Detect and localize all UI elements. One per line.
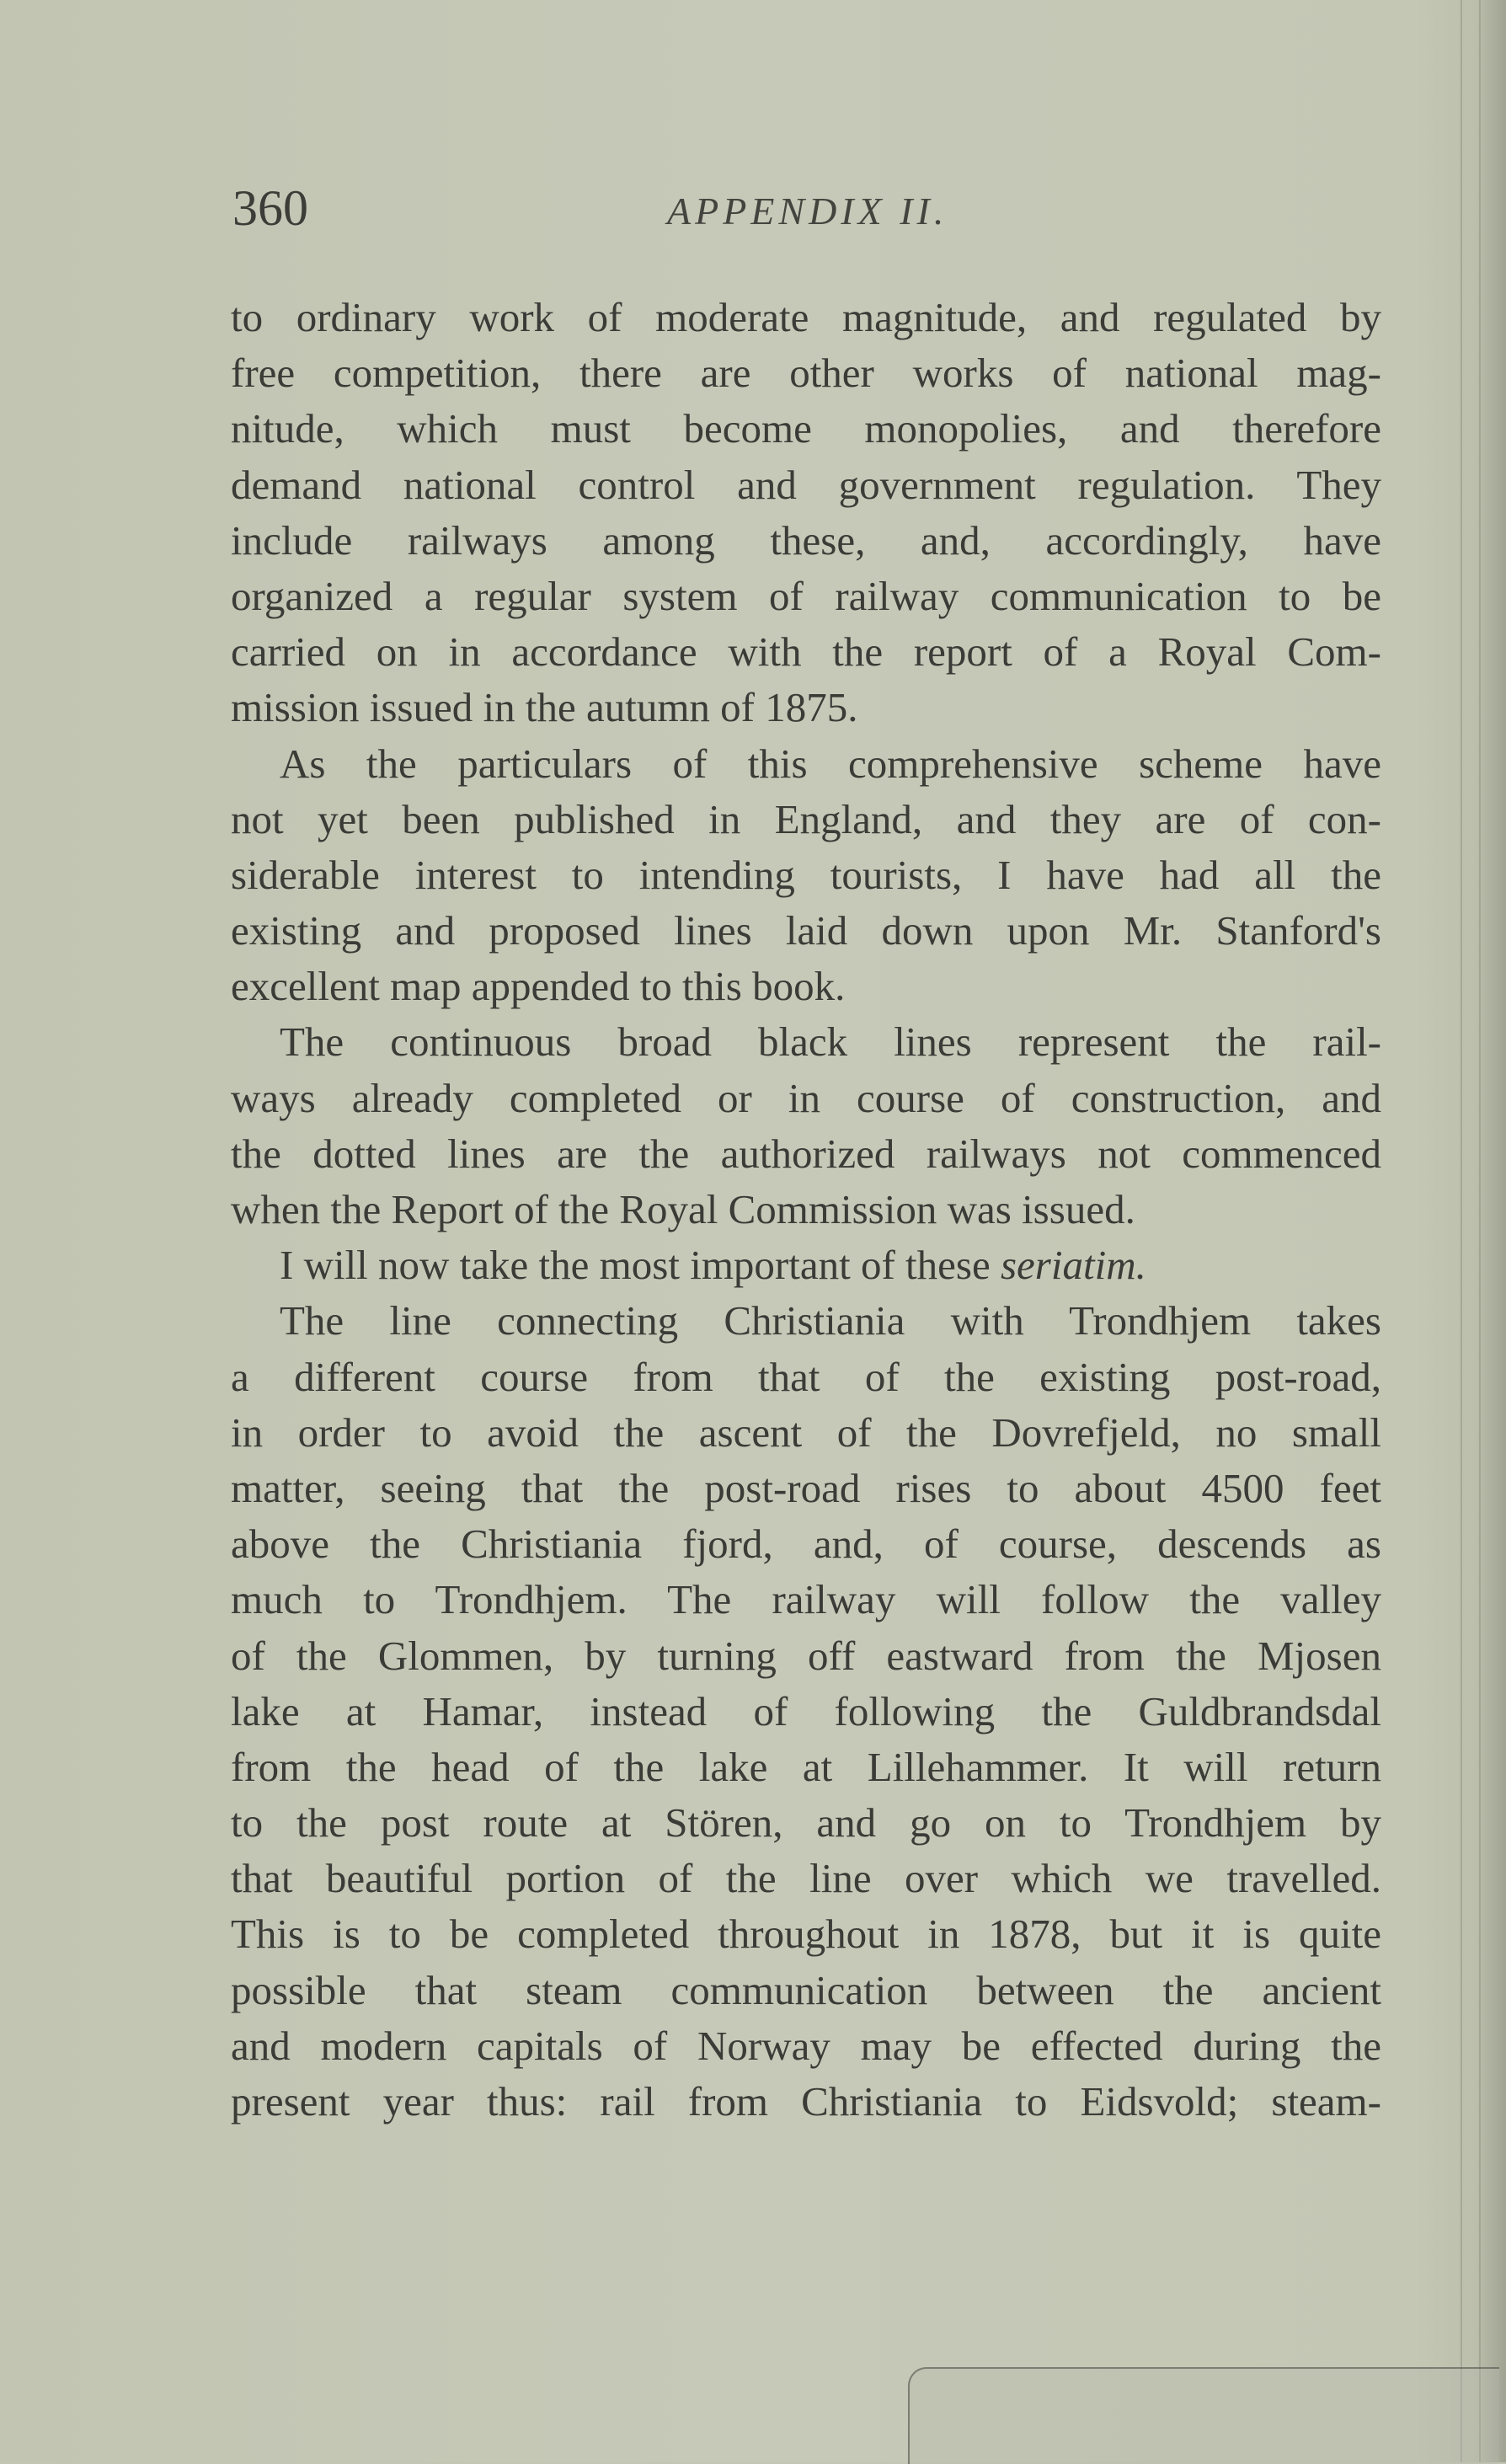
text-line: when the Report of the Royal Commission was issued. — [231, 1186, 1135, 1232]
text-line: carried on in accordance with the report of a Royal Com- — [231, 628, 1381, 676]
text-line: organized a regular system of railway communication to be — [231, 572, 1381, 619]
text-line: not yet been published in England, and they are of con- — [231, 795, 1381, 842]
text-line: possible that steam communication between the ancient — [231, 1966, 1381, 2013]
paragraph — [231, 1014, 1381, 1237]
text-line: to the post route at Stören, and go on to Trondhjem by — [231, 1799, 1381, 1847]
text-line: present year thus: rail from Christiania to Eidsvold; steam- — [231, 2078, 1381, 2125]
paragraph — [231, 1237, 1381, 1293]
page-edge-shadow — [1476, 0, 1506, 2462]
text-line: excellent map appended to this book. — [231, 963, 846, 1010]
text-line: above the Christiania fjord, and, of course, descends as — [231, 1521, 1381, 1568]
running-head: APPENDIX II. — [667, 190, 948, 233]
page-number: 360 — [232, 180, 308, 236]
text-line: demand national control and government regulation. They — [231, 461, 1381, 508]
text-line: This is to be completed throughout in 1878, but it is quite — [231, 1911, 1381, 1958]
paragraph — [231, 290, 1381, 736]
text-line: free competition, there are other works of national mag- — [231, 350, 1381, 397]
paragraph — [231, 736, 1381, 1015]
text-line: mission issued in the autumn of 1875. — [231, 684, 858, 731]
text-run: I will now take the most important of these — [280, 1242, 1001, 1289]
text-line: ways already completed or in course of construction, and — [231, 1074, 1381, 1121]
text-line: the dotted lines are the authorized railways not commenced — [231, 1130, 1381, 1177]
text-line: As the particulars of this comprehensive scheme have — [280, 740, 1381, 787]
text-line: nitude, which must become monopolies, and therefore — [231, 405, 1381, 452]
page-header — [229, 179, 1391, 238]
text-line: existing and proposed lines laid down upon Mr. Stanford's — [231, 907, 1381, 954]
text-line: of the Glommen, by turning off eastward from the Mjosen — [231, 1632, 1381, 1679]
page-edge-line — [1461, 0, 1462, 2462]
text-line: The continuous broad black lines represent the rail- — [280, 1018, 1381, 1066]
text-line: siderable interest to intending tourists, I have had all the — [231, 851, 1381, 898]
body-text — [231, 290, 1381, 2130]
text-line: that beautiful portion of the line over which we travelled. — [231, 1855, 1381, 1902]
text-line: and modern capitals of Norway may be effected during the — [231, 2022, 1381, 2069]
text-line: lake at Hamar, instead of following the Guldbrandsdal — [231, 1687, 1381, 1734]
paragraph — [231, 1293, 1381, 2130]
text-line: a different course from that of the existing post-road, — [231, 1353, 1381, 1400]
text-line: much to Trondhjem. The railway will follow the valley — [231, 1576, 1381, 1623]
page-fold-mark — [908, 2367, 1499, 2464]
text-line — [231, 1237, 1381, 1293]
text-line: in order to avoid the ascent of the Dovrefjeld, no small — [231, 1408, 1381, 1456]
text-line: The line connecting Christiania with Trondhjem takes — [280, 1297, 1381, 1344]
text-line: matter, seeing that the post-road rises to about 4500 feet — [231, 1464, 1381, 1511]
italic-word: seriatim. — [1000, 1242, 1146, 1289]
text-line: to ordinary work of moderate magnitude, and regulated by — [231, 294, 1381, 340]
text-line: from the head of the lake at Lillehammer. It will return — [231, 1743, 1381, 1790]
text-line: include railways among these, and, accordingly, have — [231, 516, 1381, 564]
